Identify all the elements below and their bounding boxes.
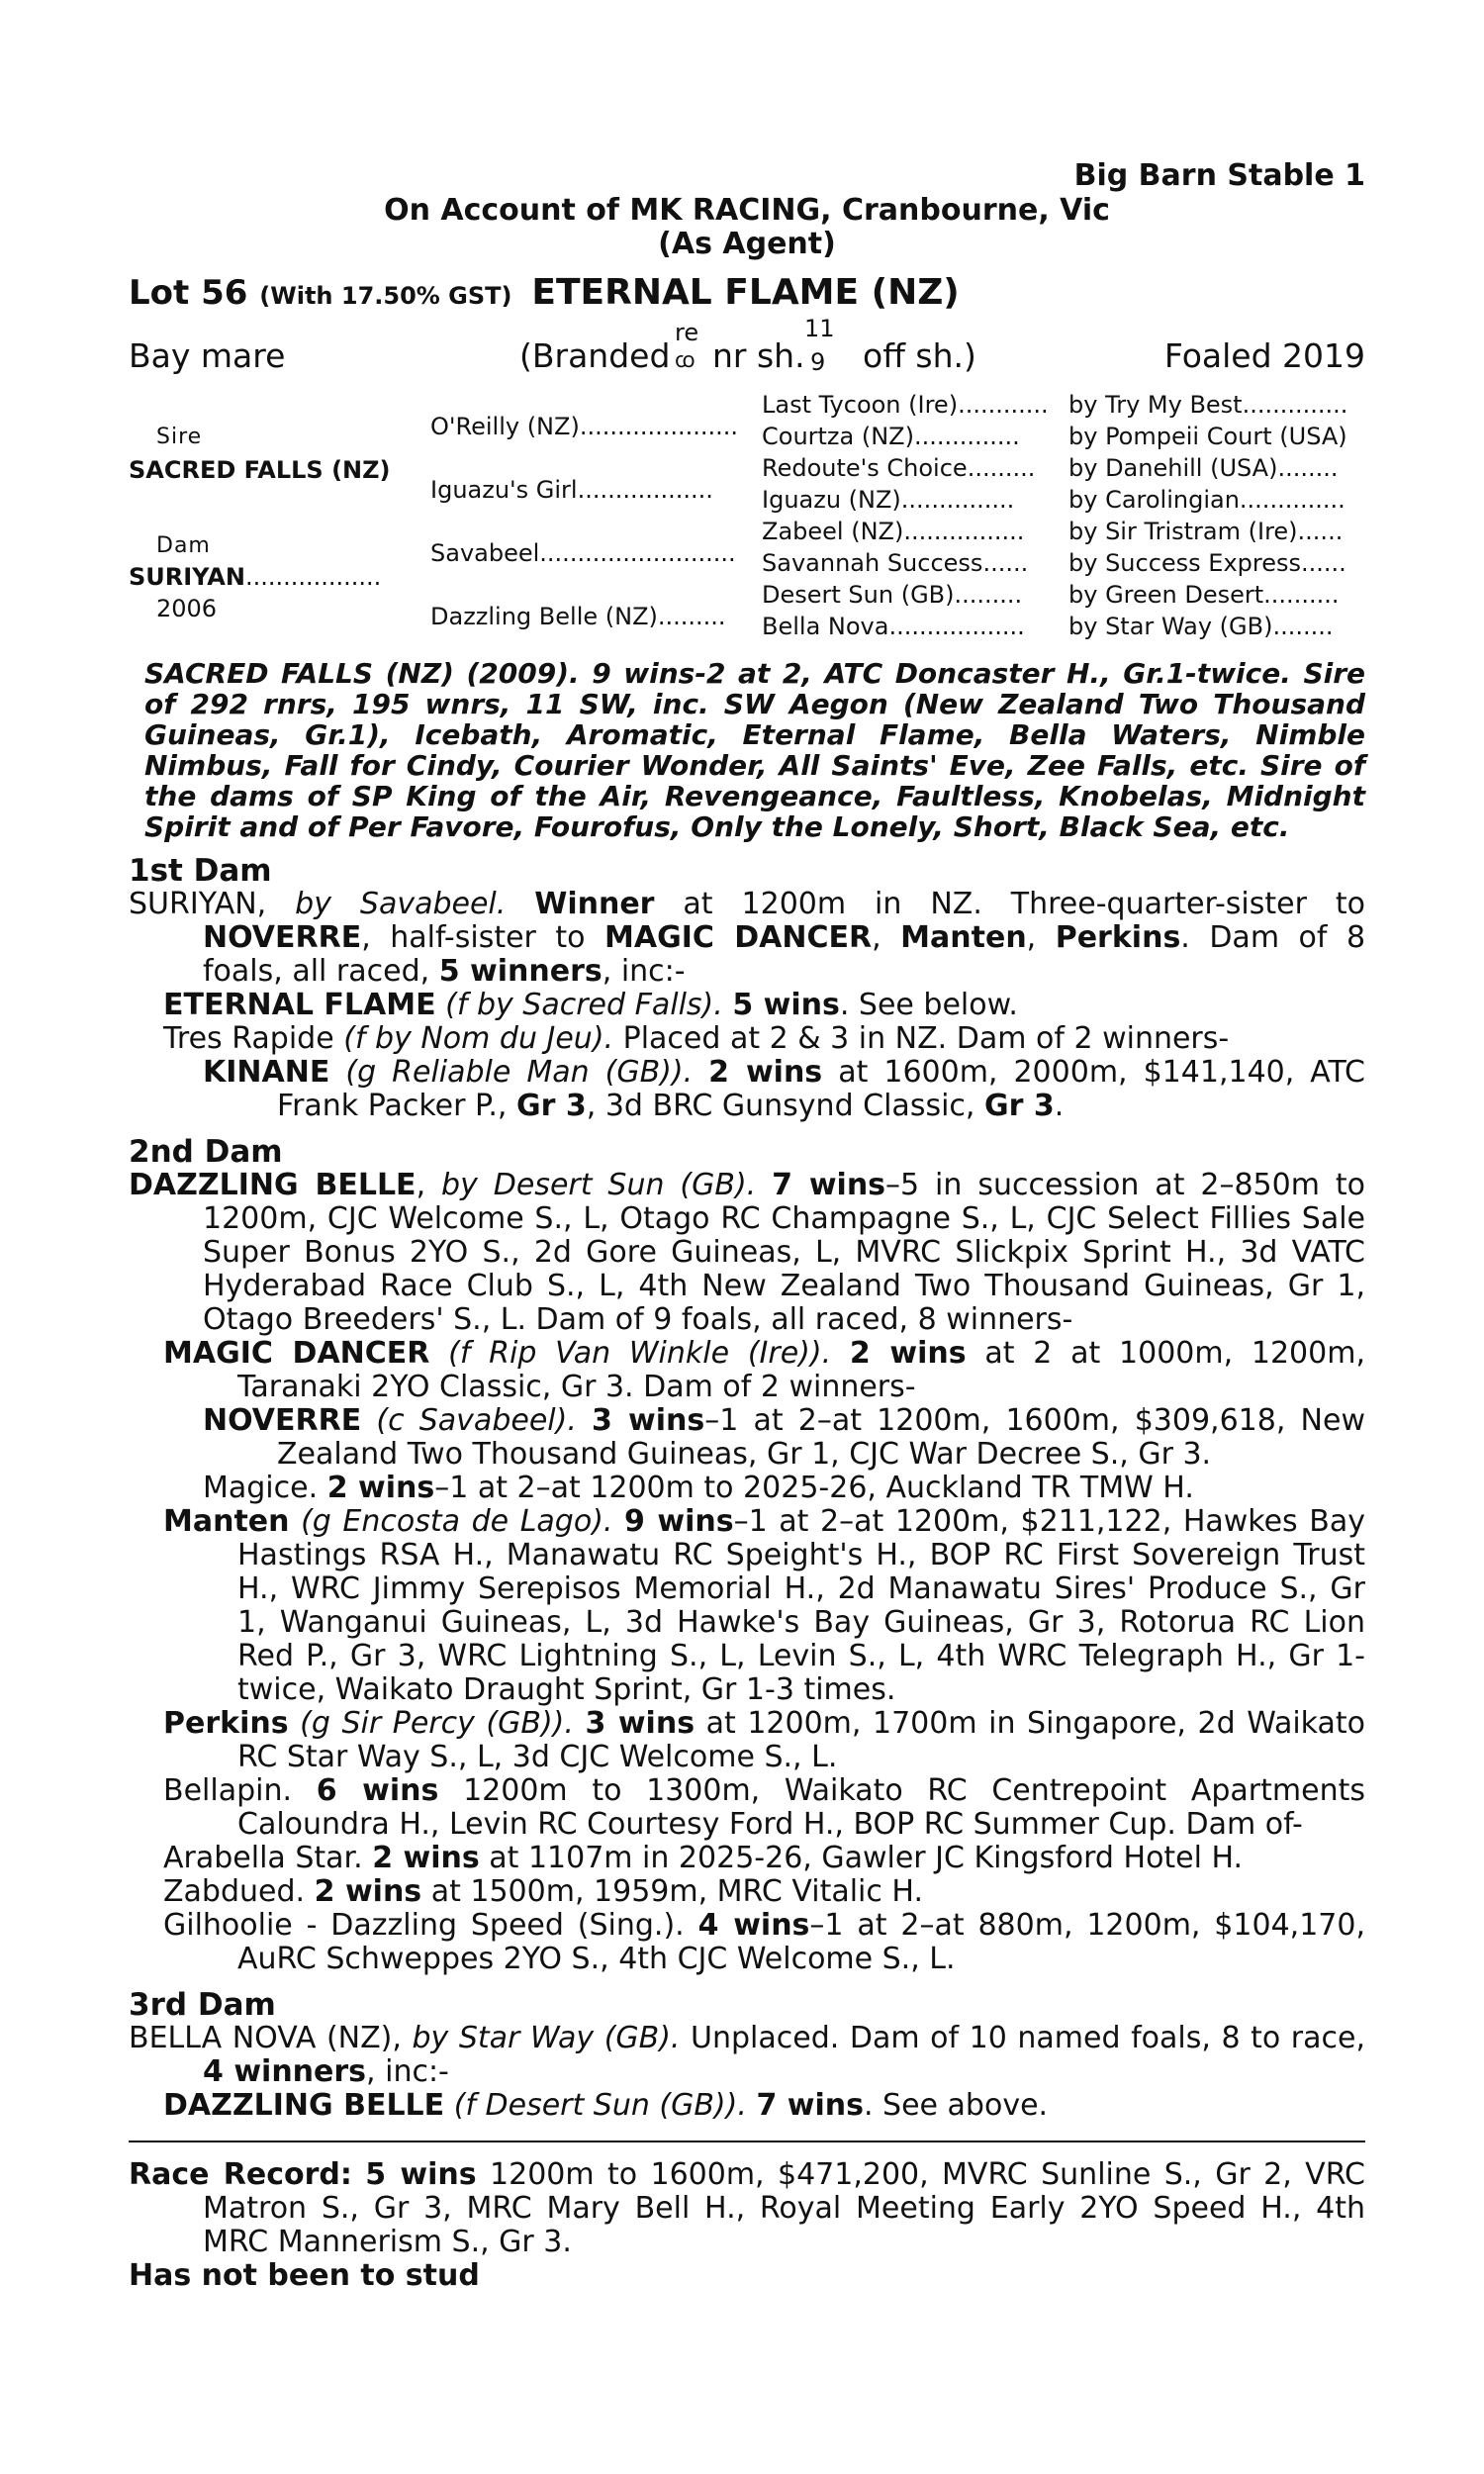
vendor-block [129,194,1365,261]
foal-perkins: Perkins (g Sir Percy (GB)). 3 wins at 1200m, 1700m in Singapore, 2d Waikato RC Star Way S., L, 3d CJC Welcome S., L. [163,1706,1366,1774]
dam-dots: .................. [244,563,382,591]
lot-line [129,272,960,313]
gen3-row-7: Desert Sun (GB)......... [762,581,1023,609]
second-dam-heading: 2nd Dam [129,1134,283,1170]
gst-note: (With 17.50% GST) [259,282,512,310]
gen3-sire-8: by Star Way (GB)........ [1068,613,1334,640]
foal-dazzling-belle: DAZZLING BELLE (f Desert Sun (GB)). 7 wins. See above. [163,2088,1049,2123]
sex-colour: Bay mare [129,336,286,375]
third-dam-heading: 3rd Dam [129,1987,276,2023]
branded-open: (Branded [519,336,671,375]
first-dam-heading: 1st Dam [129,853,272,889]
vendor-agent: (As Agent) [658,227,836,261]
off-brand-top: 11 [804,315,835,342]
gen3-row-2: Courtza (NZ).............. [762,423,1020,450]
gen2-dam-dam: Dazzling Belle (NZ)......... [430,603,726,630]
gen2-sire-sire: O'Reilly (NZ)..................... [430,413,739,440]
foal-arabella-star: Arabella Star. 2 wins at 1107m in 2025-26, Gawler JC Kingsford Hotel H. [163,1841,1244,1875]
off-side: off sh.) [863,336,976,375]
gen3-row-5: Zabeel (NZ)................ [762,518,1025,545]
sire-label: Sire [156,425,203,449]
horse-name: ETERNAL FLAME (NZ) [531,272,960,313]
foal-eternal-flame: ETERNAL FLAME (f by Sacred Falls). 5 wins. See below. [163,988,1018,1022]
gen3-sire-1: by Try My Best.............. [1068,391,1348,419]
gen3-row-1: Last Tycoon (Ire)............ [762,391,1049,419]
gen2-dam-sire: Savabeel.......................... [430,539,736,567]
gen3-sire-3: by Danehill (USA)........ [1068,454,1339,482]
gen3-sire-4: by Carolingian.............. [1068,486,1345,514]
brand-top: re [675,319,699,346]
gen3-row-6: Savannah Success...... [762,549,1029,577]
foal-magic-dancer: MAGIC DANCER (f Rip Van Winkle (Ire)). 2 wins at 2 at 1000m, 1200m, Taranaki 2YO Classic, Gr 3. Dam of 2 winners- [163,1336,1365,1404]
gen3-row-3: Redoute's Choice......... [762,454,1036,482]
detail-line [129,315,1365,386]
second-dam-entry: DAZZLING BELLE, by Desert Sun (GB). 7 wins–5 in succession at 2–850m to 1200m, CJC Welcome S., L, Otago RC Champagne S., L, CJC Select Fillies Sale Super Bonus 2YO S., 2d Gore Guineas, L, MVRC Slickpix Sprint H., 3d VATC Hyderabad Race Club S., L, 4th New Zealand Two Thousand Guineas, Gr 1, Otago Breeders' S., L. Dam of 9 foals, all raced, 8 winners- [129,1168,1365,1337]
dam-name-row [129,563,381,591]
stable-label: Big Barn Stable 1 [1073,158,1365,193]
third-dam-entry: BELLA NOVA (NZ), by Star Way (GB). Unplaced. Dam of 10 named foals, 8 to race, 4 winners, inc:- [129,2021,1365,2089]
foal-noverre: NOVERRE (c Savabeel). 3 wins–1 at 2–at 1200m, 1600m, $309,618, New Zealand Two Thousand Guineas, Gr 1, CJC War Decree S., Gr 3. [203,1403,1365,1472]
off-brand-bottom: 9 [810,348,826,376]
dam-name: SURIYAN [129,563,245,591]
lot-number: Lot 56 [129,273,248,313]
foal-bellapin: Bellapin. 6 wins 1200m to 1300m, Waikato RC Centrepoint Apartments Caloundra H., Levin RC Courtesy Ford H., BOP RC Summer Cup. Dam of- [163,1773,1365,1842]
stud-note: Has not been to stud [129,2258,480,2293]
foal-magice: Magice. 2 wins–1 at 2–at 1200m to 2025-26, Auckland TR TMW H. [203,1471,1194,1505]
brand-bottom: ꭃ [675,348,696,373]
gen3-row-8: Bella Nova.................. [762,613,1025,640]
dam-label: Dam [156,533,211,558]
foal-tres-rapide: Tres Rapide (f by Nom du Jeu). Placed at 2 & 3 in NZ. Dam of 2 winners- [163,1021,1230,1056]
divider [129,2141,1365,2142]
dam-year: 2006 [156,595,218,622]
pedigree-table [129,391,1365,648]
near-side: nr sh. [712,336,805,375]
sire-summary: SACRED FALLS (NZ) (2009). 9 wins-2 at 2, ATC Doncaster H., Gr.1-twice. Sire of 292 rnrs, 195 wnrs, 11 SW, inc. SW Aegon (New Zealand Two Thousand Guineas, Gr.1), Icebath, Aromatic, Eternal Flame, Bella Waters, Nimble Nimbus, Fall for Cindy, Courier Wonder, All Saints' Eve, Zee Falls, etc. Sire of the dams of SP King of the Air, Revengeance, Faultless, Knobelas, Midnight Spirit and of Per Favore, Fourofus, Only the Lonely, Short, Black Sea, etc. [144,657,1365,843]
gen3-sire-5: by Sir Tristram (Ire)...... [1068,518,1344,545]
foal-manten: Manten (g Encosta de Lago). 9 wins–1 at 2–at 1200m, $211,122, Hawkes Bay Hastings RSA H., Manawatu RC Speight's H., BOP RC First Sovereign Trust H., WRC Jimmy Serepisos Memorial H., 2d Manawatu Sires' Produce S., Gr 1, Wanganui Guineas, L, 3d Hawke's Bay Guineas, Gr 3, Rotorua RC Lion Red P., Gr 3, WRC Lightning S., L, Levin S., L, 4th WRC Telegraph H., Gr 1-twice, Waikato Draught Sprint, Gr 1-3 times. [163,1504,1365,1707]
gen3-sire-6: by Success Express...... [1068,549,1346,577]
gen2-sire-dam: Iguazu's Girl.................. [430,476,713,504]
foaled-year: Foaled 2019 [1163,336,1365,375]
race-record: Race Record: 5 wins 1200m to 1600m, $471,200, MVRC Sunline S., Gr 2, VRC Matron S., Gr 3, MRC Mary Bell H., Royal Meeting Early 2YO Speed H., 4th MRC Mannerism S., Gr 3. [129,2157,1365,2259]
sire-name: SACRED FALLS (NZ) [129,456,391,484]
foal-kinane: KINANE (g Reliable Man (GB)). 2 wins at 1600m, 2000m, $141,140, ATC Frank Packer P., Gr 3, 3d BRC Gunsynd Classic, Gr 3. [203,1055,1366,1123]
gen3-sire-7: by Green Desert.......... [1068,581,1340,609]
vendor-account: On Account of MK RACING, Cranbourne, Vic [384,193,1110,228]
gen3-row-4: Iguazu (NZ)............... [762,486,1015,514]
catalogue-body [129,658,1365,2293]
first-dam-entry: SURIYAN, by Savabeel. Winner at 1200m in NZ. Three-quarter-sister to NOVERRE, half-sister to MAGIC DANCER, Manten, Perkins. Dam of 8 foals, all raced, 5 winners, inc:- [129,887,1366,989]
foal-zabdued: Zabdued. 2 wins at 1500m, 1959m, MRC Vitalic H. [163,1874,923,1909]
gen3-sire-2: by Pompeii Court (USA) [1068,423,1347,450]
foal-gilhoolie: Gilhoolie - Dazzling Speed (Sing.). 4 wins–1 at 2–at 880m, 1200m, $104,170, AuRC Schweppes 2YO S., 4th CJC Welcome S., L. [163,1908,1365,1976]
